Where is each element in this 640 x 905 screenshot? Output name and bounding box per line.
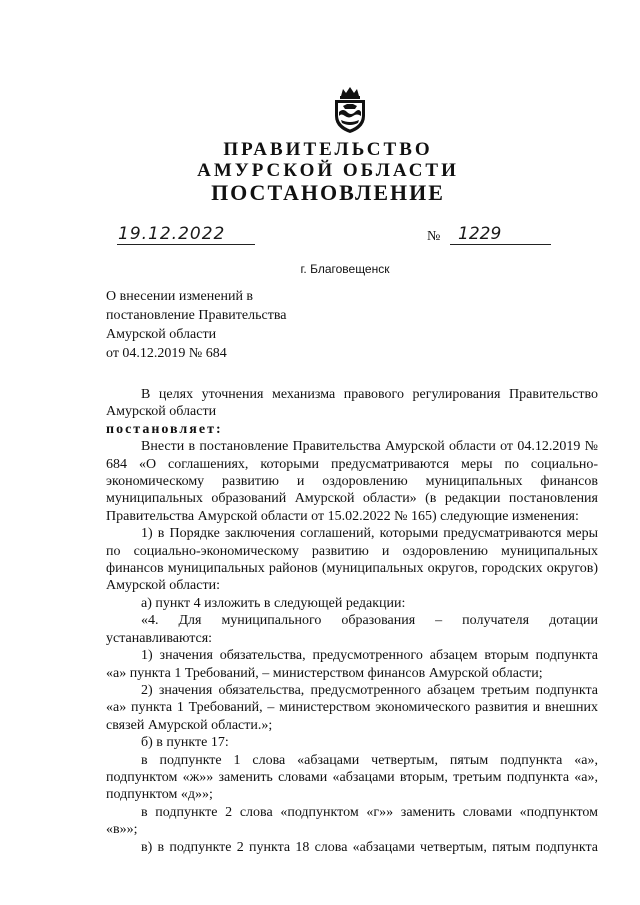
coat-of-arms-icon [325,86,375,134]
subject-line: постановление Правительства [106,308,287,323]
document-type-title: ПОСТАНОВЛЕНИЕ [211,180,445,205]
subject-line: О внесении изменений в [106,289,254,304]
paragraph-point-4-2: 2) значения обязательства, предусмотренного абзацем третьим подпункта «а» пункта 1 Требований, – министерством экономического развития и внешних связей Амурской области.»; [106,682,598,733]
subject-line: Амурской области [106,327,217,342]
paragraph-subitem-2: в подпункте 2 слова «подпунктом «г»» заменить словами «подпунктом «в»»; [106,804,598,838]
handwritten-number: 1229 [458,224,502,244]
paragraph-main: Внести в постановление Правительства Амурской области от 04.12.2019 № 684 «О соглашениях, которыми предусматриваются меры по социально-экономическому развитию и оздоровлению муниципальных финансов муниципальных образований Амурской области» (в редакции постановления Правительства Амурской области от 15.02.2022 № 165) следующие изменения: [106,439,598,524]
date-underline [117,244,255,245]
paragraph-subitem-1: в подпункте 1 слова «абзацами четвертым, пятым подпункта «а», подпунктом «ж»» заменить словами «абзацами вторым, третьим подпункта «а», подпунктом «д»»; [106,752,598,803]
region-title: АМУРСКОЙ ОБЛАСТИ [197,160,459,181]
document-subject [106,287,286,363]
handwritten-date: 19.12.2022 [118,224,226,244]
subject-line: от 04.12.2019 № 684 [106,346,227,361]
paragraph-point-4-1: 1) значения обязательства, предусмотренного абзацем вторым подпункта «а» пункта 1 Требований, – министерством финансов Амурской области; [106,648,598,681]
paragraph-point-4: «4. Для муниципального образования – получателя дотации устанавливаются: [106,613,598,646]
document-body [106,386,598,856]
paragraph-item-b: б) в пункте 17: [141,735,229,751]
paragraph-item-1: 1) в Порядке заключения соглашений, которыми предусматриваются меры по социально-экономическому развитию и оздоровлению муниципальных финансов муниципальных районов (муниципальных округов, городских округов) Амурской области: [106,526,598,594]
government-title: ПРАВИТЕЛЬСТВО [223,139,433,160]
city-label: г. Благовещенск [300,262,390,276]
resolves-heading: постановляет: [106,421,223,437]
number-label: № [427,229,441,244]
paragraph-item-v: в) в подпункте 2 пункта 18 слова «абзацами четвертым, пятым подпункта [141,839,598,855]
paragraph-item-a: а) пункт 4 изложить в следующей редакции: [141,595,406,611]
paragraph-preamble: В целях уточнения механизма правового регулирования Правительство Амурской области [106,387,598,420]
number-underline [450,244,551,245]
